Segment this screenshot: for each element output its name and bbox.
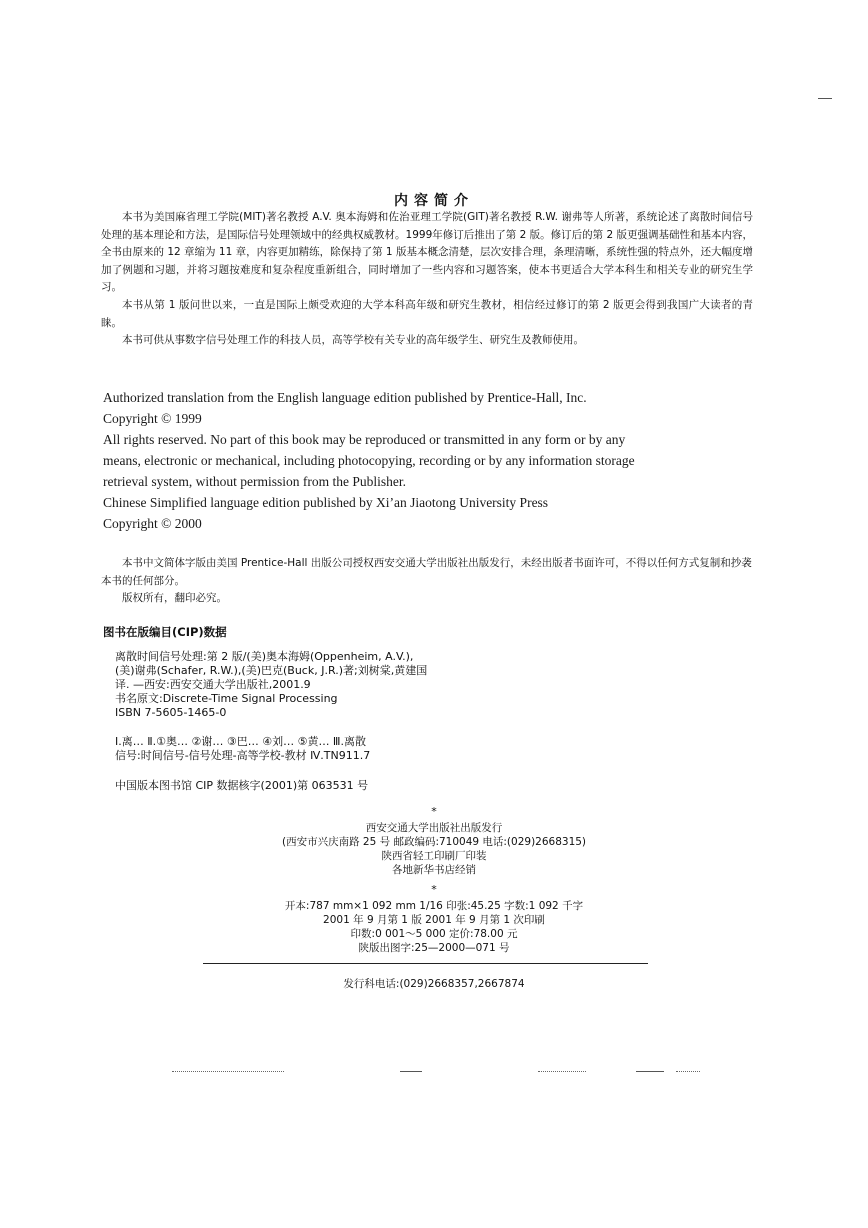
cip-subjects (115, 735, 370, 763)
scan-mark (636, 1071, 664, 1072)
english-line: means, electronic or mechanical, including photocopying, recording or by any information storage (103, 453, 635, 468)
print-line: 开本:787 mm×1 092 mm 1/16 印张:45.25 字数:1 092 千字 (284, 900, 584, 912)
cip-line: (美)谢弗(Schafer, R.W.),(美)巴克(Buck, J.R.)著;刘树棠,黄建国 (115, 664, 428, 677)
page-title: 内容简介 (394, 193, 474, 209)
scan-mark (676, 1071, 700, 1072)
sales-phone: 发行科电话:(029)2668357,2667874 (343, 978, 525, 990)
print-info (0, 899, 868, 955)
english-line: Chinese Simplified language edition published by Xi’an Jiaotong University Press (103, 495, 549, 510)
english-line: Copyright © 1999 (103, 411, 202, 426)
scan-mark (400, 1071, 422, 1072)
print-line: 印数:0 001～5 000 定价:78.00 元 (350, 928, 518, 940)
publisher-line: 西安交通大学出版社出版发行 (365, 822, 503, 834)
cip-subject-line: Ⅰ.离… Ⅱ.①奥… ②谢… ③巴… ④刘… ⑤黄… Ⅲ.离散 (115, 735, 367, 748)
print-line: 2001 年 9 月第 1 版 2001 年 9 月第 1 次印刷 (323, 914, 545, 926)
cip-line: 译. —西安:西安交通大学出版社,2001.9 (115, 678, 311, 691)
english-line: Authorized translation from the English language edition published by Prentice-Hall, Inc. (103, 390, 587, 405)
separator-star: * (431, 883, 437, 896)
cip-number: 中国版本图书馆 CIP 数据核字(2001)第 063531 号 (115, 779, 369, 792)
english-line: Copyright © 2000 (103, 516, 202, 531)
divider-rule (203, 963, 648, 964)
summary-paragraph: 本书从第 1 版问世以来，一直是国际上颇受欢迎的大学本科高年级和研究生教材，相信经过修订的第 2 版更会得到我国广大读者的青睐。 (101, 298, 753, 329)
scan-mark (172, 1071, 284, 1072)
scan-mark (538, 1071, 586, 1072)
isbn: ISBN 7-5605-1465-0 (115, 706, 227, 719)
scan-mark (818, 98, 832, 99)
publisher-line: 陕西省轻工印刷厂印装 (381, 850, 487, 862)
english-line: All rights reserved. No part of this book may be reproduced or transmitted in any form or by any (103, 432, 626, 447)
cip-line: 离散时间信号处理:第 2 版/(美)奥本海姆(Oppenheim, A.V.), (115, 650, 414, 663)
english-copyright-notice (103, 387, 753, 534)
cip-line: 书名原文:Discrete-Time Signal Processing (115, 692, 338, 705)
summary-paragraph: 本书可供从事数字信号处理工作的科技人员，高等学校有关专业的高年级学生、研究生及教师使用。 (122, 334, 584, 347)
separator-star: * (431, 805, 437, 818)
summary-paragraph: 本书为美国麻省理工学院(MIT)著名教授 A.V. 奥本海姆和佐治亚理工学院(GIT)著名教授 R.W. 谢弗等人所著，系统论述了离散时间信号处理的基本理论和方法，是国际信号处理领域中的经典权威教材。1999年修订后推出了第 2 版。修订后的第 2 版更强调基础性和基本内容，全书由原来的 12 章缩为 11 章，内容更加精练，除保持了第 1 版基本概念清楚，层次安排合理，条理清晰，系统性强的特点外，还大幅度增加了例题和习题，并将习题按难度和复杂程度重新组合，同时增加了一些内容和习题答案，使本书更适合大学本科生和相关专业的研究生学习。 (101, 211, 753, 294)
cip-heading: 图书在版编目(CIP)数据 (103, 625, 227, 639)
publisher-line: (西安市兴庆南路 25 号 邮政编码:710049 电话:(029)2668315) (281, 836, 587, 848)
rights-reserved: 版权所有，翻印必究。 (122, 592, 227, 605)
content-summary (101, 209, 753, 350)
authorization-notice (101, 555, 753, 608)
print-line: 陕版出图字:25—2000—071 号 (358, 942, 510, 954)
english-line: retrieval system, without permission from the Publisher. (103, 474, 406, 489)
publisher-info (0, 821, 868, 877)
publisher-line: 各地新华书店经销 (392, 864, 476, 876)
cip-subject-line: 信号:时间信号-信号处理-高等学校-教材 Ⅳ.TN911.7 (115, 749, 371, 762)
cip-record (115, 650, 755, 720)
authorization-paragraph: 本书中文简体字版由美国 Prentice-Hall 出版公司授权西安交通大学出版社出版发行，未经出版者书面许可，不得以任何方式复制和抄袭本书的任何部分。 (101, 557, 752, 587)
